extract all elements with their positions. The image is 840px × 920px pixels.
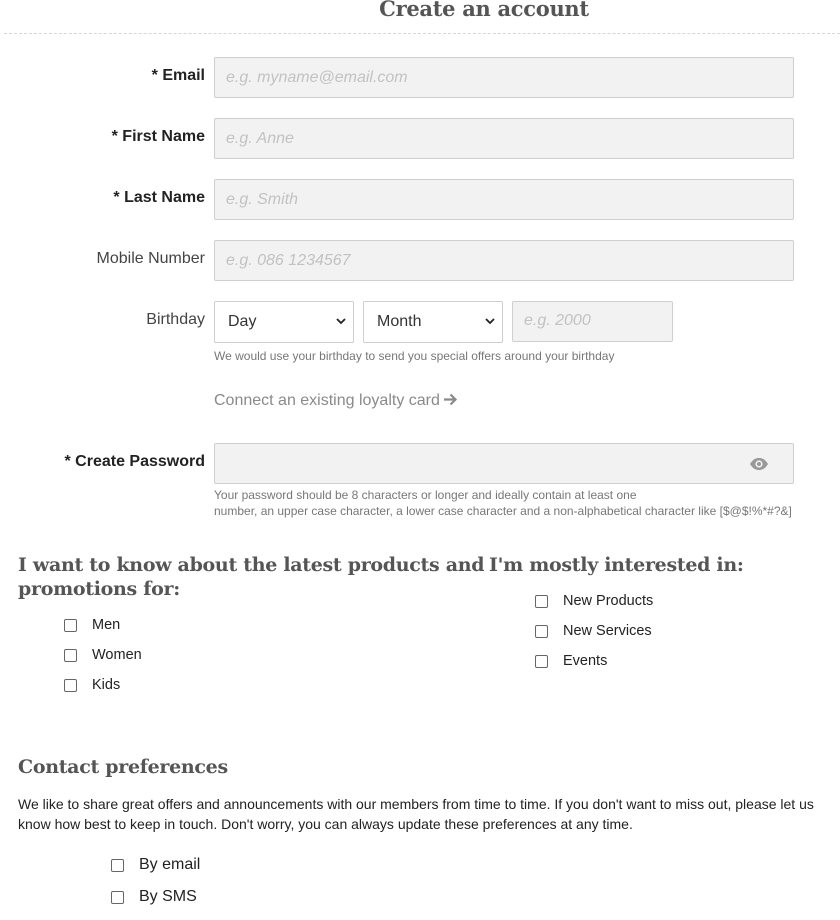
checkbox[interactable] <box>64 679 77 692</box>
checkbox-label: By email <box>139 856 201 873</box>
last-name-label: * Last Name <box>113 189 205 206</box>
mobile-label: Mobile Number <box>96 250 205 267</box>
birthday-label: Birthday <box>146 311 205 328</box>
password-hint-2: number, an upper case character, a lower case character and a non-alphabetical character like [$@$!%*#?&] <box>214 504 792 518</box>
email-row <box>0 57 840 98</box>
password-hint-1: Your password should be 8 characters or longer and ideally contain at least one <box>214 488 637 502</box>
arrow-right-icon <box>443 392 458 407</box>
day-select-value: Day <box>228 313 257 330</box>
mobile-row <box>0 240 840 281</box>
checkbox-label: Men <box>92 617 121 633</box>
promotions-heading-line-1: I want to know about the latest products and <box>18 554 485 576</box>
mobile-input[interactable] <box>214 240 794 281</box>
checkbox[interactable] <box>111 891 124 904</box>
birthday-row <box>0 301 840 342</box>
checkbox-label: Events <box>563 653 608 669</box>
day-select[interactable] <box>214 301 354 343</box>
checkbox-label: New Services <box>563 623 652 639</box>
checkbox[interactable] <box>64 619 77 632</box>
checkbox-label: Kids <box>92 677 121 693</box>
contact-preferences-heading: Contact preferences <box>18 756 228 778</box>
promotions-heading-line-2: promotions for: <box>18 578 180 600</box>
password-label: * Create Password <box>64 453 205 470</box>
interests-heading: I'm mostly interested in: <box>489 554 744 576</box>
contact-preferences-description: We like to share great offers and announcements with our members from time to time. If you don't want to miss out, please let us know how best to keep in touch. Don't worry, you can always update these preferences at any time. <box>18 796 814 832</box>
year-input[interactable]: e.g. 2000 <box>512 301 673 342</box>
email-label: * Email <box>151 67 205 84</box>
title-divider <box>4 33 840 34</box>
chevron-down-icon <box>335 314 347 328</box>
birthday-hint: We would use your birthday to send you special offers around your birthday <box>214 349 615 363</box>
checkbox-label: Women <box>92 647 142 663</box>
checkbox[interactable] <box>535 625 548 638</box>
first-name-row <box>0 118 840 159</box>
eye-icon[interactable] <box>749 454 769 474</box>
first-name-label: * First Name <box>111 128 205 145</box>
last-name-input[interactable] <box>214 179 794 220</box>
connect-loyalty-card-label: Connect an existing loyalty card <box>214 392 440 409</box>
month-select-value: Month <box>377 313 422 330</box>
checkbox[interactable] <box>111 859 124 872</box>
page-title: Create an account <box>379 0 589 21</box>
month-select[interactable] <box>363 301 503 343</box>
checkbox[interactable] <box>64 649 77 662</box>
last-name-row <box>0 179 840 220</box>
email-input[interactable] <box>214 57 794 98</box>
checkbox-label: By SMS <box>139 888 197 905</box>
password-row <box>0 443 840 484</box>
checkbox[interactable] <box>535 595 548 608</box>
first-name-input[interactable] <box>214 118 794 159</box>
checkbox[interactable] <box>535 655 548 668</box>
chevron-down-icon <box>484 314 496 328</box>
connect-loyalty-card-link[interactable] <box>214 392 458 410</box>
checkbox-label: New Products <box>563 593 654 609</box>
password-input[interactable] <box>214 443 794 484</box>
